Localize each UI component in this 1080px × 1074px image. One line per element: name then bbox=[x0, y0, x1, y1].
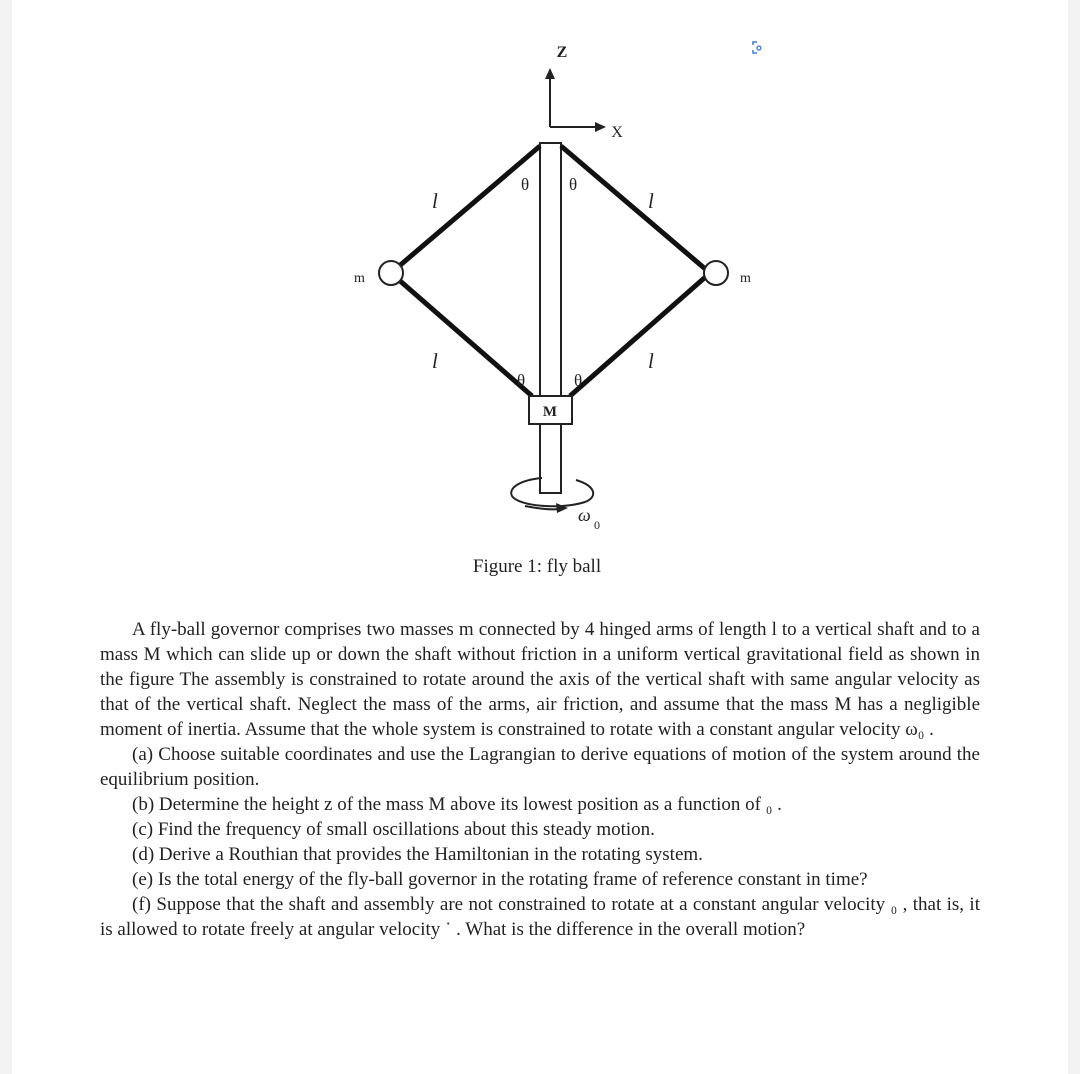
sliding-mass-label: M bbox=[542, 404, 558, 420]
part-f: (f) Suppose that the shaft and assembly are not constrained to rotate at a constant angular velocity ₀ , that is, it is allowed to rotate freely at angular velocity ˙ . What is the difference in the overall motion? bbox=[100, 894, 980, 940]
left-mass-label: m bbox=[354, 271, 365, 286]
z-axis-arrowhead bbox=[545, 68, 555, 79]
angle-label-upper-right: θ bbox=[569, 175, 578, 194]
lower-left-arm bbox=[391, 273, 532, 396]
arm-length-label-upper-right: l bbox=[648, 189, 654, 213]
right-mass-label: m bbox=[740, 271, 751, 286]
x-axis-arrowhead bbox=[595, 122, 606, 132]
x-axis-label: X bbox=[611, 124, 623, 141]
left-mass-ball bbox=[379, 261, 403, 285]
figure-caption: Figure 1: fly ball bbox=[472, 556, 602, 577]
part-e: (e) Is the total energy of the fly-ball governor in the rotating frame of reference constant in time? bbox=[132, 869, 868, 890]
arm-length-label-upper-left: l bbox=[432, 189, 438, 213]
angle-label-lower-left: θ bbox=[517, 371, 526, 390]
part-a: (a) Choose suitable coordinates and use the Lagrangian to derive equations of motion of the system around the equilibrium position. bbox=[100, 744, 980, 790]
lower-shaft bbox=[540, 424, 561, 493]
arm-length-label-lower-left: l bbox=[432, 349, 438, 373]
upper-shaft bbox=[540, 143, 561, 396]
omega-subscript: 0 bbox=[594, 518, 600, 532]
part-c: (c) Find the frequency of small oscillations about this steady motion. bbox=[132, 819, 655, 840]
arm-length-label-lower-right: l bbox=[648, 349, 654, 373]
omega-label: ω bbox=[578, 505, 591, 525]
z-axis-label: Z bbox=[556, 44, 568, 61]
angle-label-lower-right: θ bbox=[574, 371, 583, 390]
problem-intro: A fly-ball governor comprises two masses m connected by 4 hinged arms of length l to a vertical shaft and to a mass M which can slide up or down the shaft without friction in a uniform vertical gravitational field as shown in the figure The assembly is constrained to rotate around the axis of the vertical shaft with same angular velocity as that of the vertical shaft. Neglect the mass of the arms, air friction, and assume that the mass M has a negligible moment of inertia. Assume that the whole system is constrained to rotate with a constant angular velocity ω₀ . bbox=[100, 619, 980, 740]
right-mass-ball bbox=[704, 261, 728, 285]
angle-label-upper-left: θ bbox=[521, 175, 530, 194]
upper-right-arm bbox=[561, 146, 710, 273]
part-b: (b) Determine the height z of the mass M above its lowest position as a function of ₀ . bbox=[132, 794, 782, 815]
rotate-icon[interactable] bbox=[753, 42, 761, 53]
coordinate-axes bbox=[545, 44, 623, 141]
vertical-shaft bbox=[540, 143, 561, 493]
part-d: (d) Derive a Routhian that provides the Hamiltonian in the rotating system. bbox=[132, 844, 703, 865]
upper-left-arm bbox=[391, 146, 540, 273]
problem-statement bbox=[100, 617, 980, 942]
lower-right-arm bbox=[570, 273, 710, 396]
